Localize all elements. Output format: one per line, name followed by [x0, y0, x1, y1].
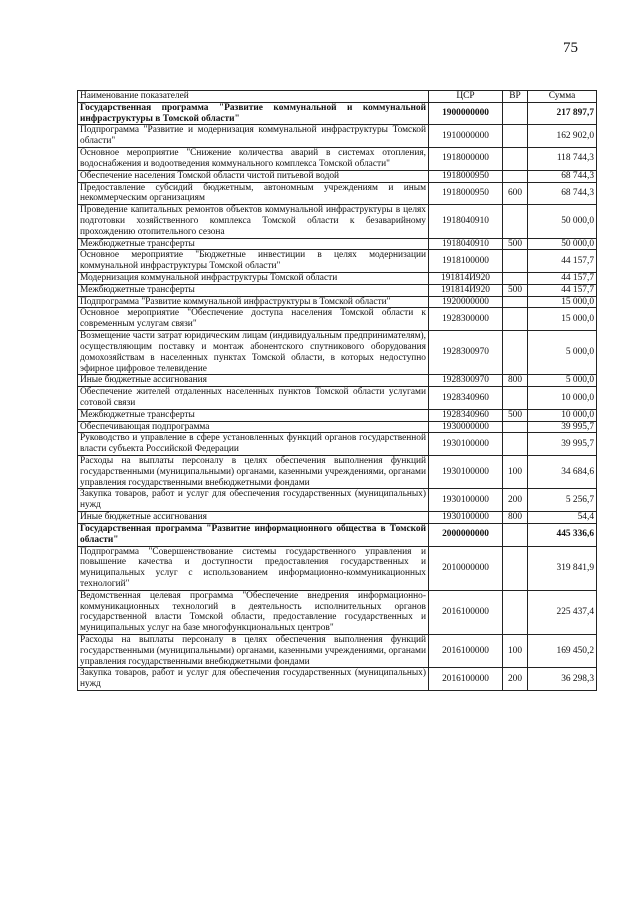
- cell-sum: 15 000,0: [528, 296, 597, 308]
- cell-csr: 1900000000: [429, 102, 503, 125]
- cell-vr: 800: [503, 512, 528, 524]
- cell-csr: 1918000950: [429, 170, 503, 182]
- cell-csr: 1918040910: [429, 238, 503, 250]
- cell-name: Иные бюджетные ассигнования: [78, 512, 429, 524]
- cell-name: Основное мероприятие "Бюджетные инвестиции в целях модернизации коммунальной инфраструктуры Томской области": [78, 250, 429, 273]
- table-row: [78, 331, 597, 375]
- cell-name: Подпрограмма "Совершенствование системы государственного управления и повышение качества и доступности предоставления государственных и муниципальных услуг с использованием информационно-коммуникационных технологий": [78, 546, 429, 590]
- cell-sum: 50 000,0: [528, 238, 597, 250]
- cell-vr: [503, 102, 528, 125]
- cell-name: Основное мероприятие "Обеспечение доступа населения Томской области к современным услугам связи": [78, 308, 429, 331]
- cell-sum: 217 897,7: [528, 102, 597, 125]
- table-row: [78, 375, 597, 387]
- cell-csr: 1928340960: [429, 387, 503, 410]
- cell-csr: 1928300970: [429, 375, 503, 387]
- table-row: [78, 456, 597, 489]
- cell-vr: 100: [503, 456, 528, 489]
- table-row: [78, 102, 597, 125]
- header-csr: ЦСР: [429, 91, 503, 103]
- table-body: [78, 102, 597, 690]
- cell-sum: 50 000,0: [528, 205, 597, 238]
- cell-csr: 1930100000: [429, 512, 503, 524]
- cell-csr: 2010000000: [429, 546, 503, 590]
- cell-vr: 500: [503, 409, 528, 421]
- cell-name: Модернизация коммунальной инфраструктуры Томской области: [78, 273, 429, 285]
- cell-csr: 1930100000: [429, 433, 503, 456]
- table-row: [78, 546, 597, 590]
- cell-csr: 191814И920: [429, 284, 503, 296]
- cell-csr: 1928340960: [429, 409, 503, 421]
- table-header-row: [78, 91, 597, 103]
- cell-vr: [503, 331, 528, 375]
- cell-name: Обеспечивающая подпрограмма: [78, 421, 429, 433]
- table-row: [78, 296, 597, 308]
- cell-vr: [503, 170, 528, 182]
- cell-vr: [503, 296, 528, 308]
- table-row: [78, 125, 597, 148]
- cell-csr: 1918000950: [429, 182, 503, 205]
- cell-name: Государственная программа "Развитие коммунальной и коммунальной инфраструктуры в Томской области": [78, 102, 429, 125]
- cell-name: Подпрограмма "Развитие коммунальной инфраструктуры в Томской области": [78, 296, 429, 308]
- cell-vr: [503, 250, 528, 273]
- cell-sum: 445 336,6: [528, 523, 597, 546]
- budget-table: [77, 90, 597, 691]
- cell-sum: 68 744,3: [528, 170, 597, 182]
- cell-name: Межбюджетные трансферты: [78, 238, 429, 250]
- cell-sum: 34 684,6: [528, 456, 597, 489]
- cell-name: Обеспечение населения Томской области чистой питьевой водой: [78, 170, 429, 182]
- page-number: 75: [563, 40, 578, 56]
- table-row: [78, 635, 597, 668]
- cell-csr: 1928300000: [429, 308, 503, 331]
- cell-sum: 162 902,0: [528, 125, 597, 148]
- table-row: [78, 512, 597, 524]
- table-row: [78, 409, 597, 421]
- cell-csr: 2016100000: [429, 635, 503, 668]
- cell-vr: 500: [503, 284, 528, 296]
- cell-csr: 1918040910: [429, 205, 503, 238]
- table-row: [78, 421, 597, 433]
- table-row: [78, 238, 597, 250]
- cell-vr: [503, 387, 528, 410]
- cell-vr: 200: [503, 668, 528, 691]
- cell-name: Проведение капитальных ремонтов объектов коммунальной инфраструктуры в целях подготовки хозяйственного комплекса Томской области к безаварийному прохождению отопительного сезона: [78, 205, 429, 238]
- cell-vr: 600: [503, 182, 528, 205]
- header-name: Наименование показателей: [78, 91, 429, 103]
- cell-vr: 500: [503, 238, 528, 250]
- cell-sum: 319 841,9: [528, 546, 597, 590]
- cell-sum: 5 000,0: [528, 331, 597, 375]
- table-row: [78, 387, 597, 410]
- cell-name: Основное мероприятие "Снижение количества аварий в системах отопления, водоснабжения и водоотведения коммунального комплекса Томской области": [78, 148, 429, 171]
- cell-csr: 1930000000: [429, 421, 503, 433]
- table-row: [78, 205, 597, 238]
- cell-vr: [503, 421, 528, 433]
- cell-name: Иные бюджетные ассигнования: [78, 375, 429, 387]
- cell-sum: 44 157,7: [528, 250, 597, 273]
- cell-name: Межбюджетные трансферты: [78, 284, 429, 296]
- cell-csr: 1930100000: [429, 456, 503, 489]
- cell-vr: [503, 523, 528, 546]
- table-row: [78, 273, 597, 285]
- cell-sum: 169 450,2: [528, 635, 597, 668]
- cell-sum: 36 298,3: [528, 668, 597, 691]
- cell-name: Обеспечение жителей отдаленных населенных пунктов Томской области услугами сотовой связи: [78, 387, 429, 410]
- cell-vr: [503, 125, 528, 148]
- cell-sum: 15 000,0: [528, 308, 597, 331]
- table-row: [78, 170, 597, 182]
- cell-name: Межбюджетные трансферты: [78, 409, 429, 421]
- cell-vr: [503, 205, 528, 238]
- cell-name: Ведомственная целевая программа "Обеспечение внедрения информационно-коммуникационных технологий в деятельность исполнительных органов государственной власти Томской области, предоставление государственных и муниципальных услуг на базе многофункциональных центров": [78, 590, 429, 634]
- cell-csr: 1928300970: [429, 331, 503, 375]
- cell-vr: 200: [503, 489, 528, 512]
- cell-csr: 2016100000: [429, 590, 503, 634]
- cell-sum: 10 000,0: [528, 409, 597, 421]
- cell-csr: 191814И920: [429, 273, 503, 285]
- table-row: [78, 308, 597, 331]
- table-row: [78, 250, 597, 273]
- header-sum: Сумма: [528, 91, 597, 103]
- cell-sum: 10 000,0: [528, 387, 597, 410]
- table-row: [78, 668, 597, 691]
- table-row: [78, 433, 597, 456]
- cell-csr: 2016100000: [429, 668, 503, 691]
- cell-sum: 54,4: [528, 512, 597, 524]
- cell-csr: 1918000000: [429, 148, 503, 171]
- cell-sum: 39 995,7: [528, 421, 597, 433]
- cell-sum: 39 995,7: [528, 433, 597, 456]
- table-row: [78, 523, 597, 546]
- cell-name: Возмещение части затрат юридическим лицам (индивидуальным предпринимателям), осуществляющим поставку и монтаж абонентского спутникового оборудования домохозяйствам в населенных пунктах Томской области, в которых недоступно эфирное цифровое телевидение: [78, 331, 429, 375]
- cell-name: Руководство и управление в сфере установленных функций органов государственной власти субъекта Российской Федерации: [78, 433, 429, 456]
- cell-name: Предоставление субсидий бюджетным, автономным учреждениям и иным некоммерческим организациям: [78, 182, 429, 205]
- cell-sum: 44 157,7: [528, 284, 597, 296]
- table-row: [78, 182, 597, 205]
- table-row: [78, 590, 597, 634]
- cell-vr: [503, 546, 528, 590]
- cell-vr: [503, 308, 528, 331]
- cell-vr: 100: [503, 635, 528, 668]
- cell-sum: 5 000,0: [528, 375, 597, 387]
- cell-name: Закупка товаров, работ и услуг для обеспечения государственных (муниципальных) нужд: [78, 489, 429, 512]
- cell-sum: 44 157,7: [528, 273, 597, 285]
- cell-name: Государственная программа "Развитие информационного общества в Томской области": [78, 523, 429, 546]
- cell-name: Подпрограмма "Развитие и модернизация коммунальной инфраструктуры Томской области": [78, 125, 429, 148]
- cell-sum: 225 437,4: [528, 590, 597, 634]
- cell-name: Закупка товаров, работ и услуг для обеспечения государственных (муниципальных) нужд: [78, 668, 429, 691]
- table-row: [78, 489, 597, 512]
- cell-vr: [503, 148, 528, 171]
- cell-vr: [503, 590, 528, 634]
- cell-csr: 2000000000: [429, 523, 503, 546]
- table-row: [78, 284, 597, 296]
- cell-name: Расходы на выплаты персоналу в целях обеспечения выполнения функций государственными (муниципальными) органами, казенными учреждениями, органами управления государственными внебюджетными фондами: [78, 635, 429, 668]
- cell-vr: 800: [503, 375, 528, 387]
- table-row: [78, 148, 597, 171]
- cell-vr: [503, 273, 528, 285]
- cell-csr: 1910000000: [429, 125, 503, 148]
- cell-name: Расходы на выплаты персоналу в целях обеспечения выполнения функций государственными (муниципальными) органами, казенными учреждениями, органами управления государственными внебюджетными фондами: [78, 456, 429, 489]
- cell-csr: 1920000000: [429, 296, 503, 308]
- cell-sum: 118 744,3: [528, 148, 597, 171]
- header-vr: ВР: [503, 91, 528, 103]
- cell-csr: 1930100000: [429, 489, 503, 512]
- cell-csr: 1918100000: [429, 250, 503, 273]
- cell-sum: 5 256,7: [528, 489, 597, 512]
- cell-vr: [503, 433, 528, 456]
- cell-sum: 68 744,3: [528, 182, 597, 205]
